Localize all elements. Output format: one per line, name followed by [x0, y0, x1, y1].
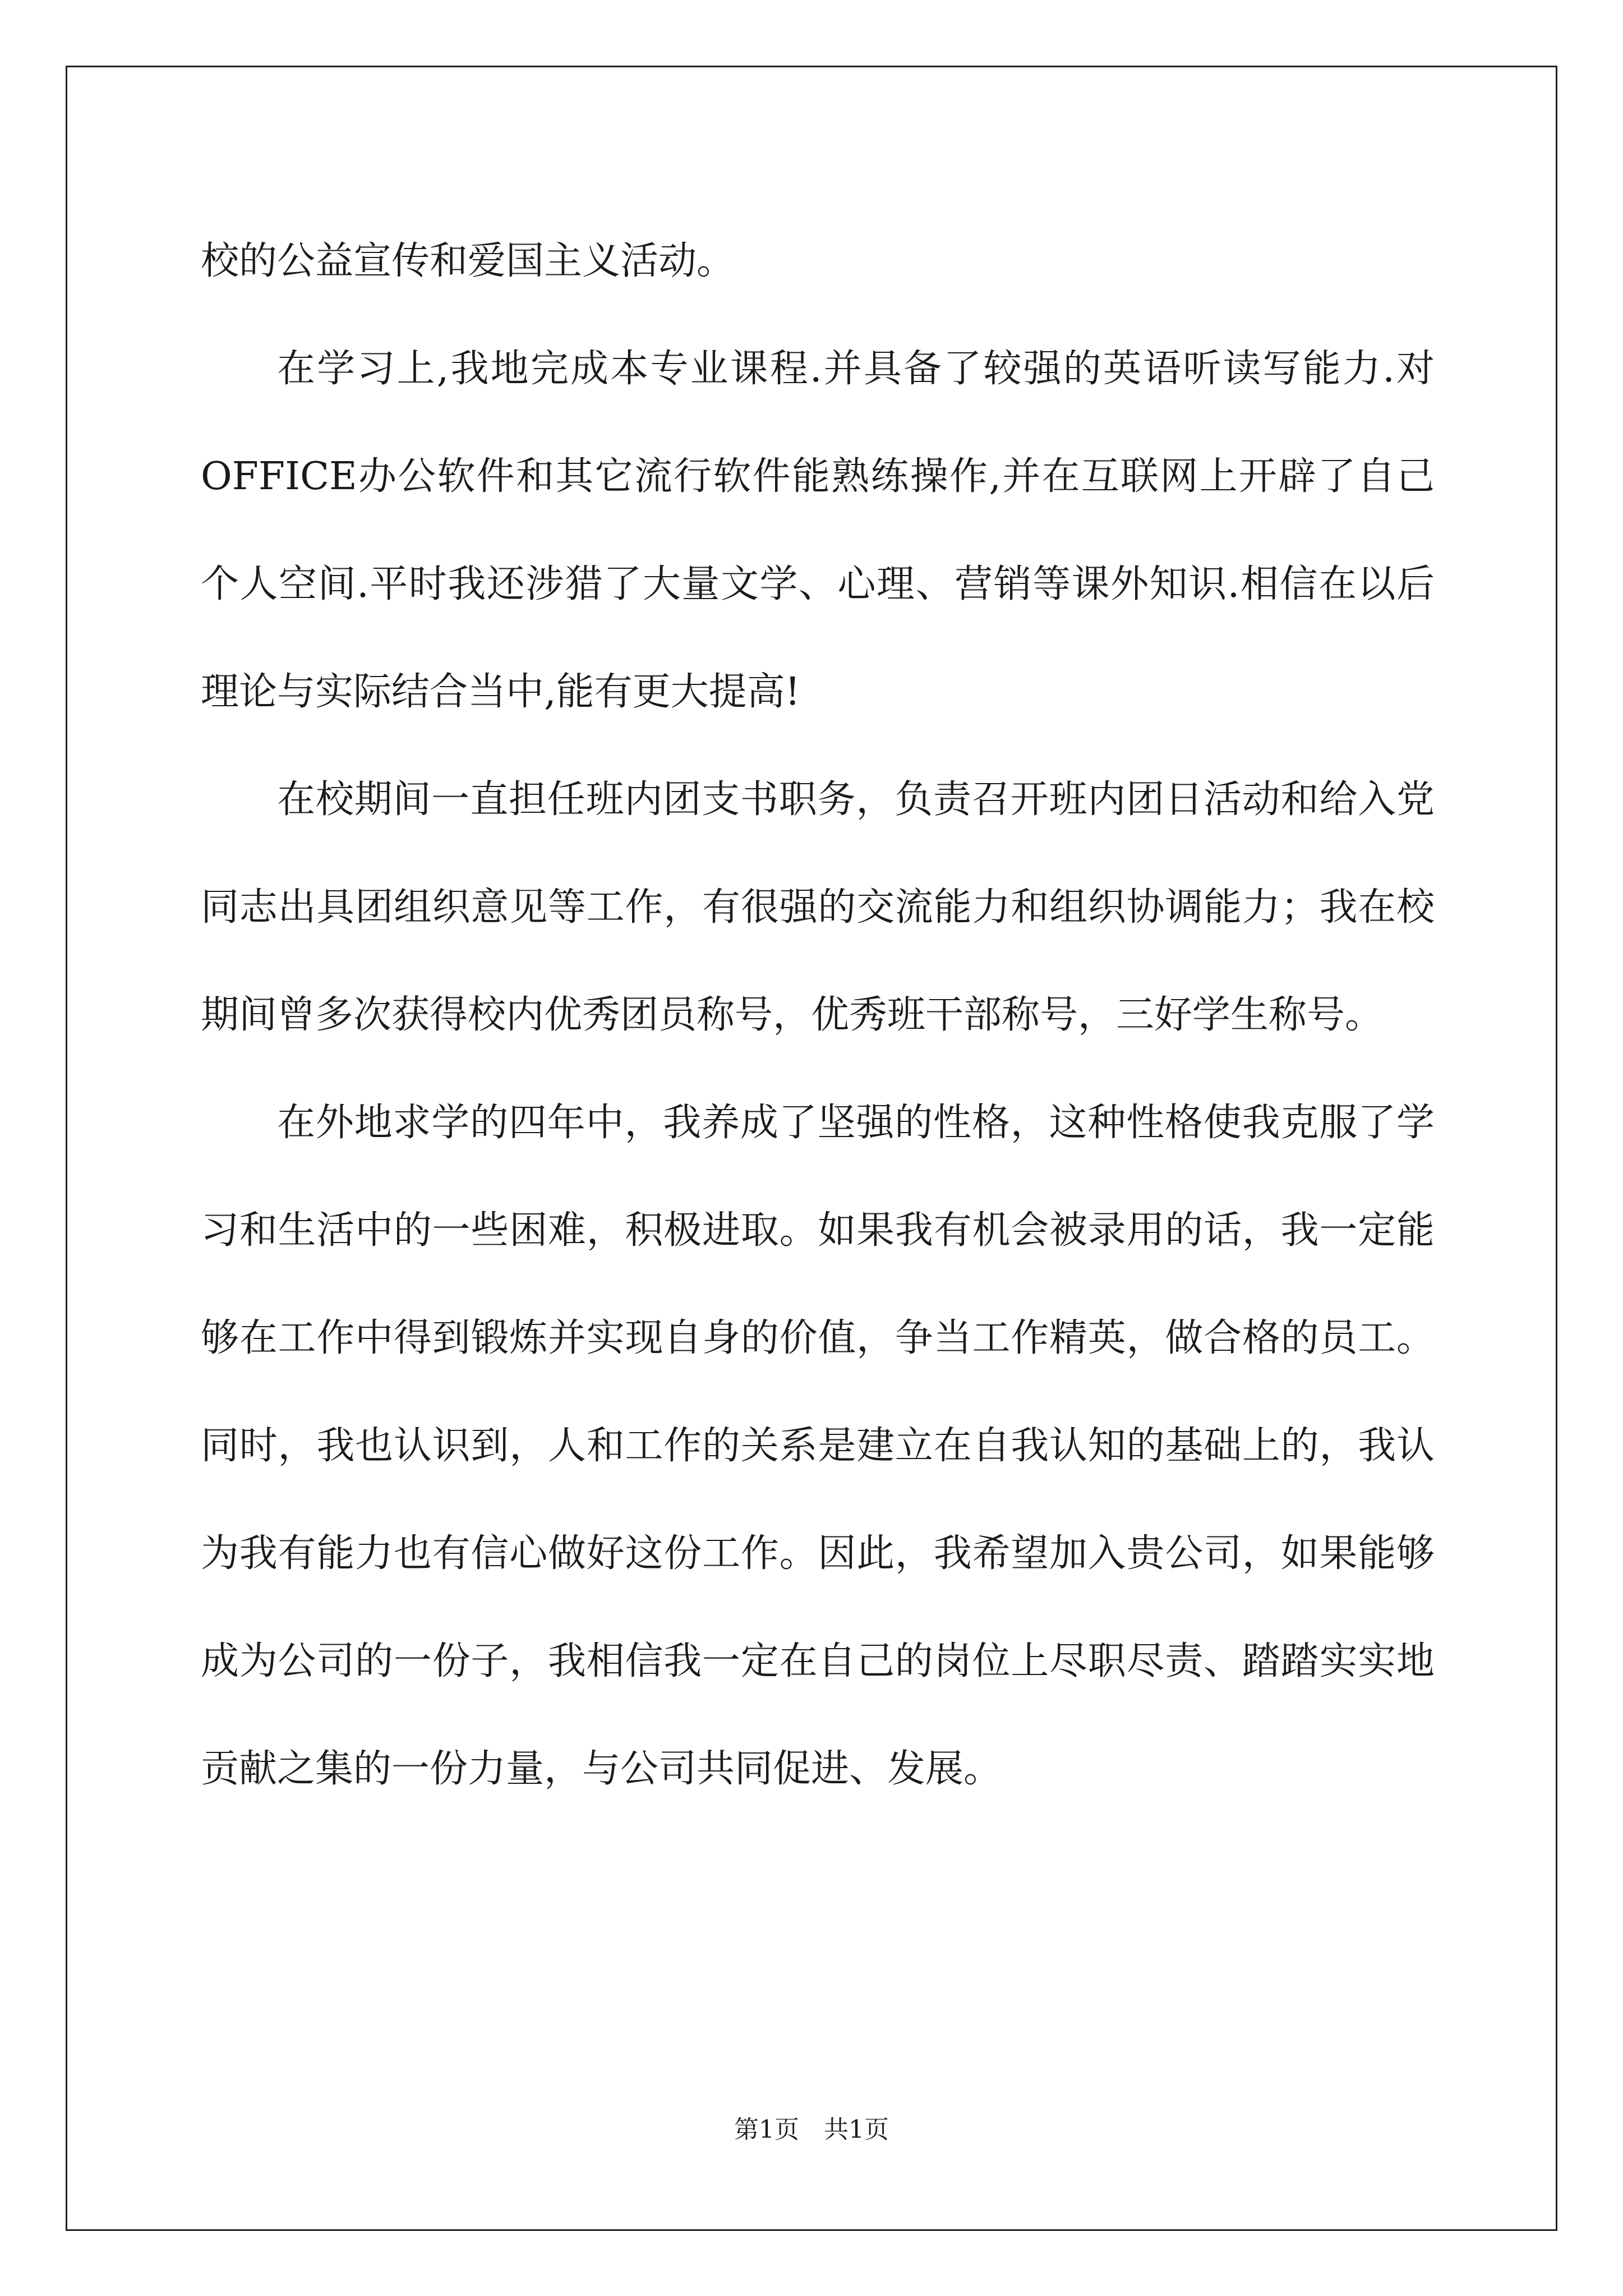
- paragraph-continuation: 校的公益宣传和爱国主义活动。: [201, 239, 735, 283]
- paragraph-character-career: 在外地求学的四年中，我养成了坚强的性格，这种性格使我克服了学习和生活中的一些困难，积极进取。如果我有机会被录用的话，我一定能够在工作中得到锻炼并实现自身的价值，争当工作精英，做合格的员工。同时，我也认识到，人和工作的关系是建立在自我认知的基础上的，我认为我有能力也有信心做好这份工作。因此，我希望加入贵公司，如果能够成为公司的一份子，我相信我一定在自己的岗位上尽职尽责、踏踏实实地贡献之集的一份力量，与公司共同促进、发展。: [201, 1101, 1435, 1791]
- document-body: [201, 208, 1435, 1823]
- paragraph-study: 在学习上,我地完成本专业课程.并具备了较强的英语听读写能力.对OFFICE办公软件和其它流行软件能熟练操作,并在互联网上开辟了自己个人空间.平时我还涉猎了大量文学、心理、营销等课外知识.相信在以后理论与实际结合当中,能有更大提高!: [201, 347, 1435, 714]
- paragraph-school-duties: 在校期间一直担任班内团支书职务，负责召开班内团日活动和给入党同志出具团组织意见等工作，有很强的交流能力和组织协调能力；我在校期间曾多次获得校内优秀团员称号，优秀班干部称号，三好学生称号。: [201, 777, 1435, 1037]
- page-number: 第1页 共1页: [734, 2115, 889, 2144]
